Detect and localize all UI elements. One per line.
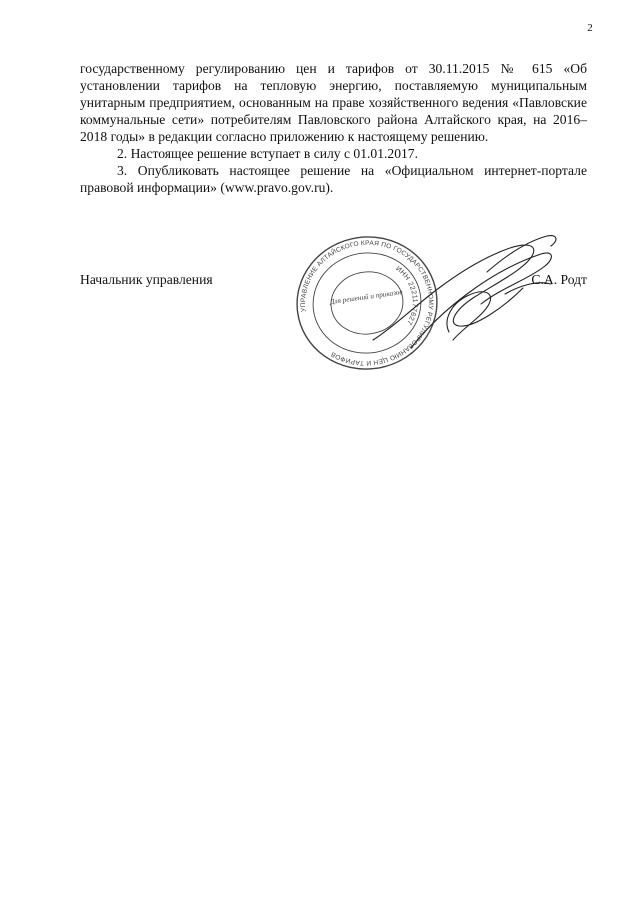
paragraph-effective-date: 2. Настоящее решение вступает в силу с 01.01.2017. bbox=[117, 146, 418, 161]
paragraph-publication: 3. Опубликовать настоящее решение на «Официальном интернет-портале правовой информации» (www.pravo.gov.ru). bbox=[80, 163, 587, 195]
signer-name: С.А. Родт bbox=[531, 272, 587, 287]
handwritten-signature bbox=[355, 228, 565, 353]
position-title: Начальник управления bbox=[80, 272, 213, 287]
stamp-center-text: Для решений и приказов bbox=[329, 288, 403, 307]
paragraph-continuation: государственному регулированию цен и тарифов от 30.11.2015 № 615 «Об установлении тарифов на тепловую энергию, поставляемую муниципальным унитарным предприятием, основанным на праве хозяйственного ведения «Павловские коммунальные сети» потребителям Павловского района Алтайского края, на 2016–2018 годы» в редакции согласно приложению к настоящему решению. bbox=[80, 61, 587, 144]
page-number: 2 bbox=[587, 22, 593, 34]
document-body bbox=[80, 60, 587, 196]
stamp-outer-text: УПРАВЛЕНИЕ АЛТАЙСКОГО КРАЯ ПО ГОСУДАРСТВЕННОМУ РЕГУЛИРОВАНИЮ ЦЕН И ТАРИФОВ bbox=[300, 239, 434, 367]
stamp-inn-text: ИНН 2221177627 bbox=[394, 265, 418, 326]
